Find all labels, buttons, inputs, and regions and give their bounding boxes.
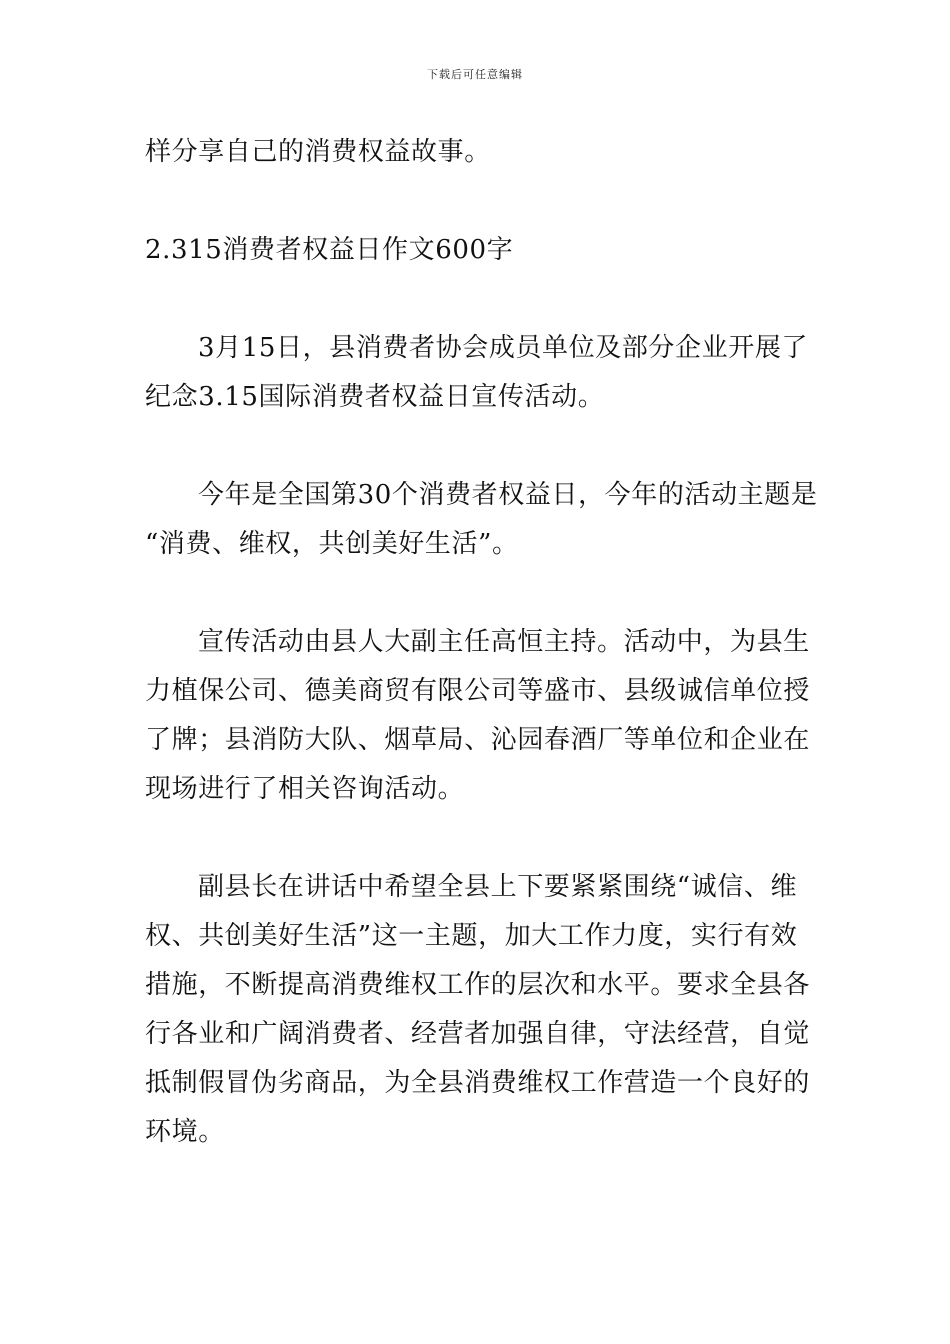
paragraph-gap bbox=[145, 814, 807, 863]
text-line: 现场进行了相关咨询活动。 bbox=[145, 774, 465, 804]
text-line: 宣传活动由县人大副主任高恒主持。活动中，为县生 bbox=[198, 627, 810, 657]
paragraph-gap bbox=[145, 275, 807, 324]
text-line: “消费、维权，共创美好生活”。 bbox=[145, 529, 519, 559]
heading-line: 2.315消费者权益日作文600字 bbox=[145, 235, 514, 265]
text-line: 副县长在讲话中希望全县上下要紧紧围绕“诚信、维 bbox=[198, 872, 798, 902]
paragraph-1 bbox=[145, 324, 807, 422]
document-body bbox=[145, 128, 818, 1157]
text-line: 了牌；县消防大队、烟草局、沁园春酒厂等单位和企业在 bbox=[145, 725, 811, 755]
paragraph-3 bbox=[145, 618, 811, 814]
text-line: 权、共创美好生活”这一主题，加大工作力度，实行有效 bbox=[145, 921, 798, 951]
text-line: 纪念3.15国际消费者权益日宣传活动。 bbox=[145, 382, 605, 412]
text-line: 措施，不断提高消费维权工作的层次和水平。要求全县各 bbox=[145, 970, 811, 1000]
page-header: 下载后可任意编辑 bbox=[427, 68, 523, 81]
text-line: 环境。 bbox=[145, 1117, 225, 1147]
text-line: 3月15日，县消费者协会成员单位及部分企业开展了 bbox=[198, 333, 809, 363]
paragraph-4 bbox=[145, 863, 811, 1157]
text-line: 今年是全国第30个消费者权益日，今年的活动主题是 bbox=[198, 480, 818, 510]
paragraph-2 bbox=[145, 471, 818, 569]
text-line: 样分享自己的消费权益故事。 bbox=[145, 137, 491, 167]
paragraph-continuation bbox=[145, 128, 807, 177]
paragraph-gap bbox=[145, 177, 807, 226]
text-line: 行各业和广阔消费者、经营者加强自律，守法经营，自觉 bbox=[145, 1019, 811, 1049]
section-heading bbox=[145, 226, 807, 275]
paragraph-gap bbox=[145, 569, 807, 618]
paragraph-gap bbox=[145, 422, 807, 471]
text-line: 力植保公司、德美商贸有限公司等盛市、县级诚信单位授 bbox=[145, 676, 811, 706]
text-line: 抵制假冒伪劣商品，为全县消费维权工作营造一个良好的 bbox=[145, 1068, 811, 1098]
